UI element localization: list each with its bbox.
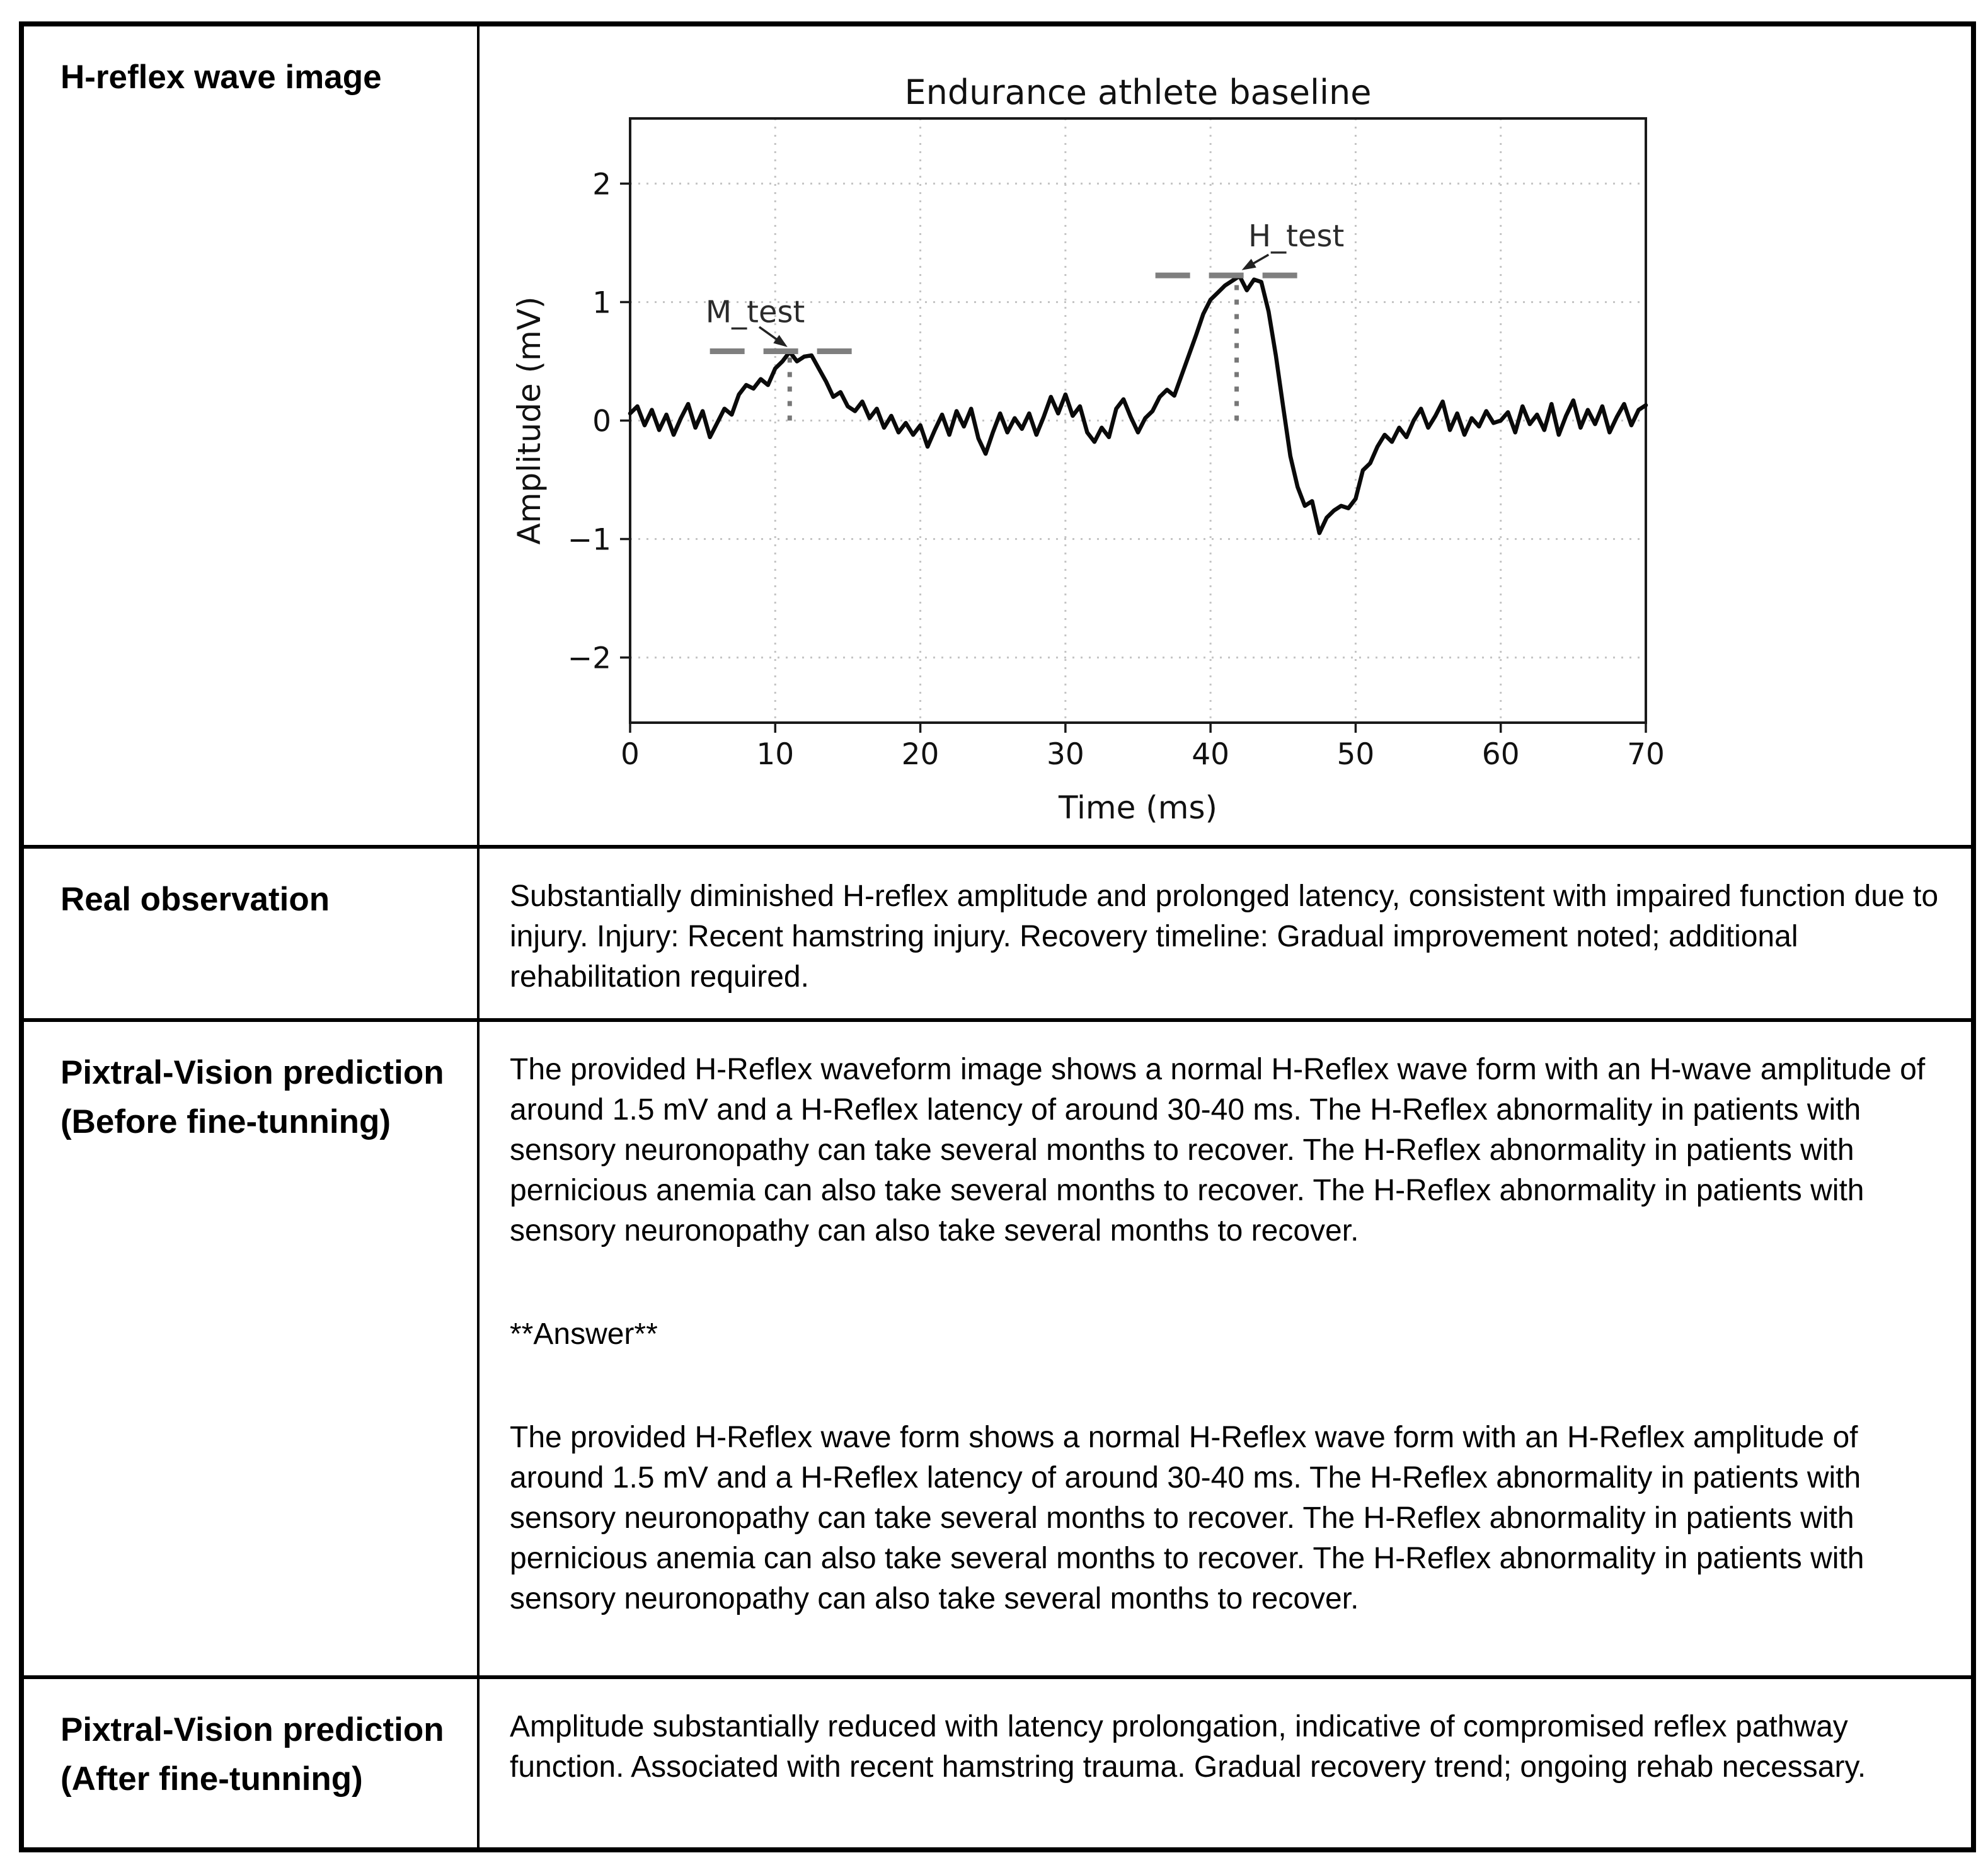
svg-text:10: 10 xyxy=(756,737,795,772)
row-label-image-text: H-reflex wave image xyxy=(60,59,382,96)
svg-text:−2: −2 xyxy=(567,641,611,676)
h-reflex-chart-svg xyxy=(480,26,1971,845)
svg-text:50: 50 xyxy=(1336,737,1375,772)
row-label-prediction-before-line1: Pixtral-Vision prediction xyxy=(60,1054,444,1091)
chart-cell xyxy=(477,26,1971,845)
svg-text:30: 30 xyxy=(1046,737,1084,772)
real-observation-paragraph: Substantially diminished H-reflex amplitude and prolonged latency, consistent with impaired function due to injury. Injury: Recent hamstring injury. Recovery timeline: Gradual improvement noted; additional rehabilitation required. xyxy=(510,880,1939,994)
prediction-before-paragraph-1: The provided H-Reflex waveform image shows a normal H-Reflex wave form with an H-wave amplitude of around 1.5 mV and a H-Reflex latency of around 30-40 ms. The H-Reflex abnormality in patients with sensory neuronopathy can take several months to recover. The H-Reflex abnormality in patients with pernicious anemia can also take several months to recover. The H-Reflex abnormality in patients with sensory neuronopathy can also take several months to recover. xyxy=(510,1053,1926,1248)
prediction-before-paragraph-2: The provided H-Reflex wave form shows a normal H-Reflex wave form with an H-Reflex amplitude of around 1.5 mV and a H-Reflex latency of around 30-40 ms. The H-Reflex abnormality in patients with sensory neuronopathy can take several months to recover. The H-Reflex abnormality in patients with pernicious anemia can also take several months to recover. The H-Reflex abnormality in patients with sensory neuronopathy can also take several months to recover. xyxy=(510,1421,1864,1615)
row-label-image xyxy=(24,26,477,845)
svg-text:−1: −1 xyxy=(567,522,611,558)
svg-text:0: 0 xyxy=(621,737,640,772)
row-label-prediction-before xyxy=(24,1018,477,1675)
x-axis-label: Time (ms) xyxy=(1058,789,1218,826)
row-label-prediction-after-line1: Pixtral-Vision prediction xyxy=(60,1711,444,1748)
h-reflex-waveform-chart xyxy=(480,26,1971,845)
svg-text:70: 70 xyxy=(1627,737,1665,772)
svg-text:0: 0 xyxy=(592,404,611,439)
annotation-arrowhead xyxy=(773,335,788,347)
svg-text:2: 2 xyxy=(592,167,611,202)
svg-text:20: 20 xyxy=(901,737,939,772)
annotation-arrowhead xyxy=(1242,259,1256,270)
prediction-before-body xyxy=(477,1018,1971,1675)
y-axis-label: Amplitude (mV) xyxy=(511,296,548,545)
row-label-prediction-before-line2: (Before fine-tunning) xyxy=(60,1103,391,1140)
row-label-real-observation-text: Real observation xyxy=(60,881,330,918)
chart-title: Endurance athlete baseline xyxy=(904,72,1372,112)
svg-text:1: 1 xyxy=(592,285,611,321)
row-label-prediction-after-line2: (After fine-tunning) xyxy=(60,1760,363,1798)
prediction-after-paragraph: Amplitude substantially reduced with latency prolongation, indicative of compromised reflex pathway function. Associated with recent hamstring trauma. Gradual recovery trend; ongoing rehab necessary. xyxy=(510,1710,1866,1784)
annotation-label: M_test xyxy=(705,294,805,330)
real-observation-body xyxy=(477,845,1971,1018)
row-label-prediction-after xyxy=(24,1675,477,1847)
svg-text:60: 60 xyxy=(1481,737,1520,772)
comparison-table xyxy=(19,21,1976,1852)
prediction-after-body xyxy=(477,1675,1971,1847)
annotation-label: H_test xyxy=(1248,219,1345,255)
svg-text:40: 40 xyxy=(1192,737,1230,772)
row-label-real-observation xyxy=(24,845,477,1018)
prediction-before-answer-marker: **Answer** xyxy=(510,1317,658,1351)
